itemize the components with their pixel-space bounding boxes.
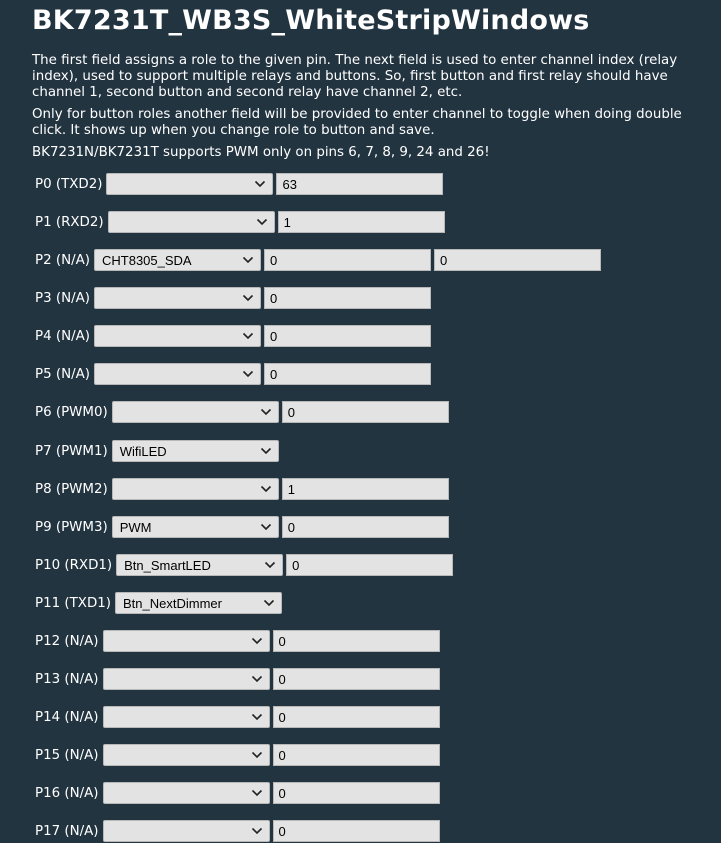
pin-row	[35, 400, 452, 424]
pin-channel-input[interactable]: 0	[264, 287, 431, 309]
pin-channel-input[interactable]: 63	[276, 173, 443, 195]
pin-role-select[interactable]	[112, 478, 279, 500]
chevron-down-icon	[260, 407, 272, 417]
pin-label: P17 (N/A)	[35, 823, 99, 839]
pin-channel-input[interactable]: 0	[273, 706, 440, 728]
pin-label: P12 (N/A)	[35, 633, 99, 649]
pin-row	[35, 439, 282, 463]
chevron-down-icon	[242, 293, 254, 303]
pin-row	[35, 477, 452, 501]
pin-row	[35, 743, 443, 767]
pin-channel-input[interactable]: 1	[278, 211, 445, 233]
pin-role-select[interactable]	[112, 516, 279, 538]
pin-label: P9 (PWM3)	[35, 519, 108, 535]
pin-channel-input[interactable]: 0	[273, 820, 440, 842]
pin-label: P7 (PWM1)	[35, 443, 108, 459]
pin-row	[35, 286, 434, 310]
pin-label: P13 (N/A)	[35, 671, 99, 687]
pin-role-select[interactable]	[106, 173, 273, 195]
chevron-down-icon	[251, 788, 263, 798]
pin-role-select[interactable]	[103, 668, 270, 690]
pin-label: P16 (N/A)	[35, 785, 99, 801]
chevron-down-icon	[251, 712, 263, 722]
chevron-down-icon	[251, 636, 263, 646]
pin-channel-input[interactable]: 1	[282, 478, 449, 500]
pin-channel-input[interactable]: 0	[264, 249, 431, 271]
chevron-down-icon	[260, 446, 272, 456]
pin-role-select[interactable]	[94, 325, 261, 347]
intro-paragraph: Only for button roles another field will be provided to enter channel to toggle when doing double click. It shows up when you change role to button and save.	[32, 107, 682, 138]
pin-label: P0 (TXD2)	[35, 176, 103, 192]
pin-row	[35, 362, 434, 386]
chevron-down-icon	[260, 484, 272, 494]
pin-role-select[interactable]	[112, 401, 279, 423]
pin-role-select[interactable]	[94, 249, 261, 271]
chevron-down-icon	[242, 369, 254, 379]
pin-channel-input[interactable]: 0	[273, 782, 440, 804]
pin-row	[35, 781, 443, 805]
pin-role-value: WifiLED	[119, 443, 167, 459]
pin-row	[35, 172, 446, 196]
pin-role-value: Btn_NextDimmer	[123, 595, 222, 611]
chevron-down-icon	[242, 255, 254, 265]
pin-row	[35, 705, 443, 729]
pin-channel-input[interactable]: 0	[286, 554, 453, 576]
pwm-note: BK7231N/BK7231T supports PWM only on pins 6, 7, 8, 9, 24 and 26!	[32, 145, 490, 160]
chevron-down-icon	[260, 522, 272, 532]
pin-role-select[interactable]	[103, 630, 270, 652]
chevron-down-icon	[256, 217, 268, 227]
pin-label: P5 (N/A)	[35, 366, 90, 382]
chevron-down-icon	[251, 674, 263, 684]
chevron-down-icon	[254, 179, 266, 189]
pin-label: P4 (N/A)	[35, 328, 90, 344]
pin-role-select[interactable]	[116, 554, 283, 576]
pin-row	[35, 629, 443, 653]
pin-channel2-input[interactable]: 0	[434, 249, 601, 271]
pin-role-select[interactable]	[103, 744, 270, 766]
pin-channel-input[interactable]: 0	[273, 744, 440, 766]
pin-role-select[interactable]	[112, 440, 279, 462]
pin-role-value: CHT8305_SDA	[102, 252, 192, 268]
pin-label: P1 (RXD2)	[35, 214, 104, 230]
pin-role-select[interactable]	[103, 782, 270, 804]
pin-channel-input[interactable]: 0	[273, 630, 440, 652]
pin-role-select[interactable]	[103, 820, 270, 842]
pin-label: P2 (N/A)	[35, 252, 90, 268]
pin-role-select[interactable]	[115, 592, 282, 614]
page-title: BK7231T_WB3S_WhiteStripWindows	[32, 5, 590, 36]
chevron-down-icon	[242, 331, 254, 341]
pin-role-select[interactable]	[108, 211, 275, 233]
pin-label: P10 (RXD1)	[35, 557, 113, 573]
pin-role-value: PWM	[119, 519, 152, 535]
pin-label: P3 (N/A)	[35, 290, 90, 306]
pin-label: P11 (TXD1)	[35, 595, 112, 611]
pin-role-select[interactable]	[103, 706, 270, 728]
pin-row	[35, 515, 452, 539]
pin-row	[35, 248, 604, 272]
pin-row	[35, 324, 434, 348]
intro-paragraph: The first field assigns a role to the given pin. The next field is used to enter channel index (relay index), used to support multiple relays and buttons. So, first button and first relay should have channel 1, second button and second relay have channel 2, etc.	[32, 53, 678, 100]
pin-label: P8 (PWM2)	[35, 481, 108, 497]
pin-label: P14 (N/A)	[35, 709, 99, 725]
chevron-down-icon	[264, 560, 276, 570]
chevron-down-icon	[251, 750, 263, 760]
chevron-down-icon	[251, 826, 263, 836]
pin-channel-input[interactable]: 0	[282, 516, 449, 538]
pin-role-value: Btn_SmartLED	[124, 557, 211, 573]
pin-label: P6 (PWM0)	[35, 404, 108, 420]
pin-row	[35, 553, 456, 577]
pin-channel-input[interactable]: 0	[282, 401, 449, 423]
pin-role-select[interactable]	[94, 287, 261, 309]
pin-row	[35, 667, 443, 691]
pin-row	[35, 210, 448, 234]
pin-row	[35, 591, 285, 615]
pin-channel-input[interactable]: 0	[264, 325, 431, 347]
pin-row	[35, 819, 443, 843]
chevron-down-icon	[263, 598, 275, 608]
pin-channel-input[interactable]: 0	[264, 363, 431, 385]
pin-channel-input[interactable]: 0	[273, 668, 440, 690]
pin-role-select[interactable]	[94, 363, 261, 385]
pin-label: P15 (N/A)	[35, 747, 99, 763]
